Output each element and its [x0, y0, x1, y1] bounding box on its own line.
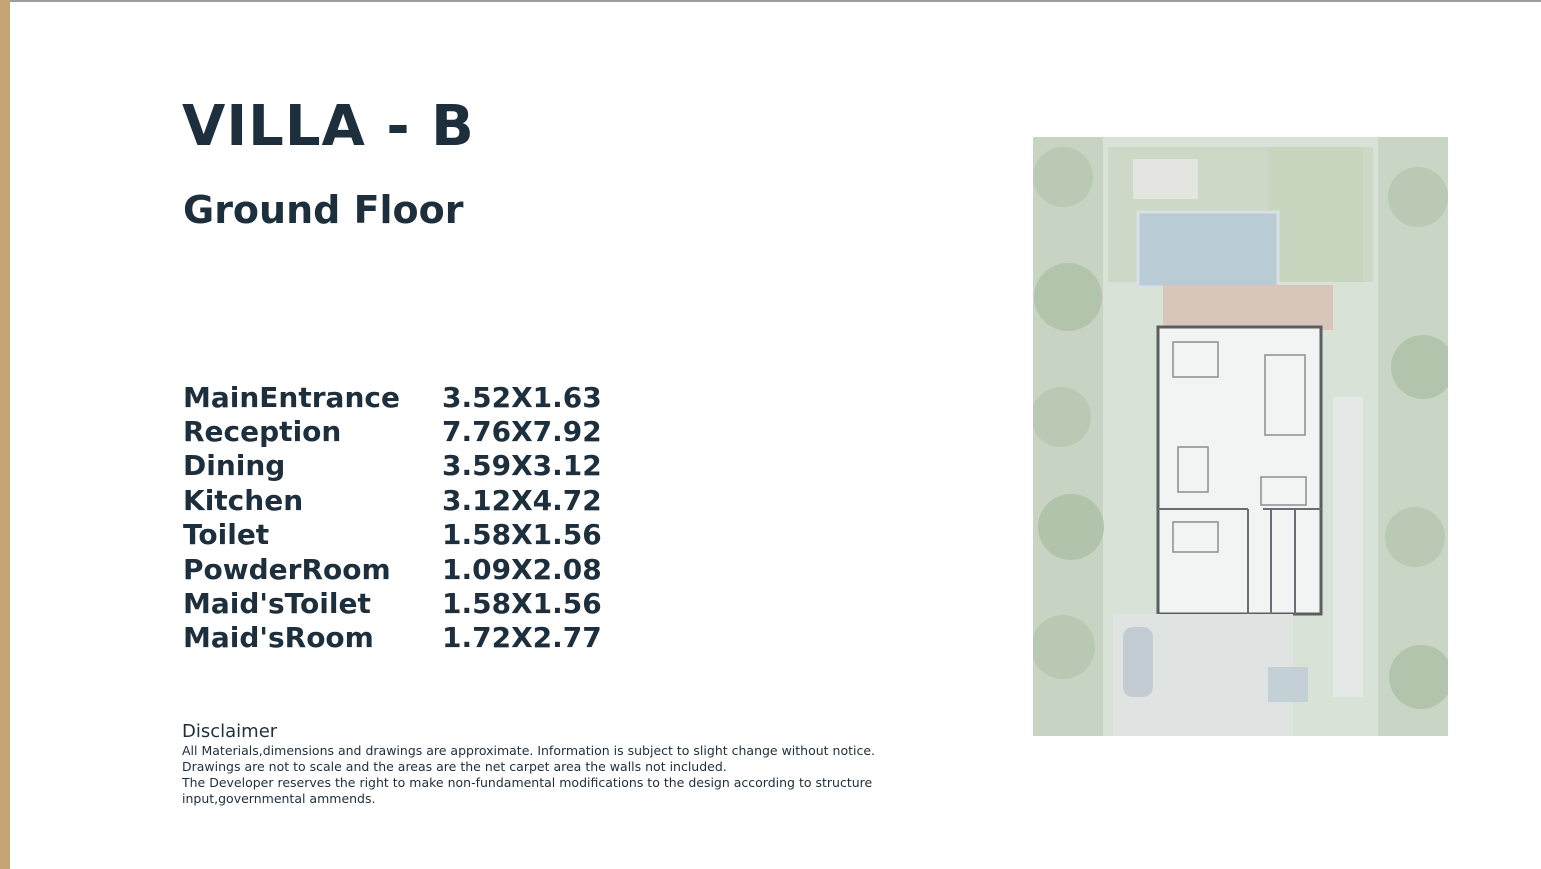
room-dimensions: 1.58X1.56	[442, 518, 602, 552]
room-name: PowderRoom	[183, 552, 391, 586]
disclaimer-line: The Developer reserves the right to make non-fundamental modifications to the design according to structure	[182, 775, 873, 790]
top-rule	[0, 0, 1541, 2]
table-row	[183, 518, 623, 552]
room-dimensions: 1.09X2.08	[442, 552, 602, 586]
room-name: Toilet	[183, 518, 270, 552]
room-name: Dining	[183, 449, 286, 483]
disclaimer-title: Disclaimer	[182, 721, 278, 742]
page-title: VILLA - B	[182, 94, 475, 159]
disclaimer-line: Drawings are not to scale and the areas are the net carpet area the walls not included.	[182, 759, 727, 774]
room-name: Reception	[183, 415, 342, 449]
room-dimensions-table	[183, 380, 623, 655]
room-dimensions: 3.52X1.63	[442, 380, 602, 414]
disclaimer-line: input,governmental ammends.	[182, 791, 376, 806]
room-name: Maid'sRoom	[183, 621, 374, 655]
accent-bar	[0, 0, 10, 869]
room-dimensions: 3.12X4.72	[442, 483, 602, 517]
table-row	[183, 621, 623, 655]
table-row	[183, 449, 623, 483]
room-dimensions: 1.58X1.56	[442, 587, 602, 621]
room-name: Kitchen	[183, 483, 304, 517]
floor-subtitle: Ground Floor	[183, 188, 464, 232]
floor-plan-image	[1033, 137, 1448, 736]
table-row	[183, 380, 623, 414]
room-dimensions: 7.76X7.92	[442, 415, 602, 449]
table-row	[183, 586, 623, 620]
table-row	[183, 483, 623, 517]
room-name: MainEntrance	[183, 380, 400, 414]
disclaimer	[182, 721, 922, 807]
table-row	[183, 414, 623, 448]
room-dimensions: 3.59X3.12	[442, 449, 602, 483]
table-row	[183, 552, 623, 586]
room-dimensions: 1.72X2.77	[442, 621, 602, 655]
floor-plan-drawing	[1033, 137, 1448, 736]
room-name: Maid'sToilet	[183, 587, 371, 621]
disclaimer-line: All Materials,dimensions and drawings are approximate. Information is subject to slight change without notice.	[182, 743, 876, 758]
